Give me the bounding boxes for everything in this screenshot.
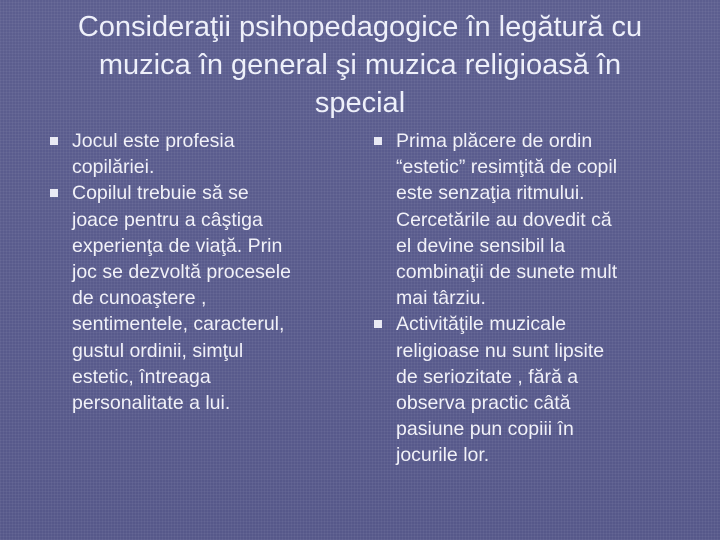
title-line: special	[314, 87, 406, 119]
bullet-text-line: pasiune pun copiii în	[396, 418, 574, 441]
bullet-item	[368, 311, 708, 468]
bullet-text-line: Copilul trebuie să se	[72, 182, 249, 205]
bullet-text-line: copilăriei.	[72, 156, 155, 179]
square-bullet-icon	[50, 137, 58, 145]
bullet-text-line: Prima plăcere de ordin	[396, 130, 593, 152]
bullet-item	[368, 128, 708, 311]
title-line: Consideraţii psihopedagogice în legătură cu	[77, 11, 643, 43]
slide-title	[20, 8, 700, 122]
bullet-text-line: experienţa de viaţă. Prin	[72, 234, 283, 257]
bullet-text-line: de seriozitate , fără a	[396, 365, 579, 388]
bullet-text-line: personalitate a lui.	[72, 392, 231, 415]
bullet-text-line: combinaţii de sunete mult	[396, 261, 618, 284]
bullet-text-line: el devine sensibil la	[396, 234, 566, 257]
bullet-text-line: Cercetările au dovedit că	[396, 208, 612, 231]
bullet-text-line: mai târziu.	[396, 287, 486, 310]
bullet-text-line: Activităţile muzicale	[396, 313, 567, 336]
bullet-text-line: de cunoaştere ,	[72, 287, 207, 310]
square-bullet-icon	[374, 137, 382, 145]
title-line: muzica în general şi muzica religioasă în	[98, 49, 622, 81]
bullet-text-line: joace pentru a câştiga	[72, 208, 263, 231]
bullet-text-line: observa practic câtă	[396, 392, 571, 415]
square-bullet-icon	[374, 320, 382, 328]
right-bullet-list	[368, 128, 708, 469]
bullet-item	[44, 128, 344, 180]
bullet-text-line: jocurile lor.	[396, 444, 490, 467]
bullet-item	[44, 180, 344, 416]
left-bullet-list	[44, 128, 344, 416]
bullet-text-line: joc se dezvoltă procesele	[72, 261, 291, 284]
bullet-text-line: estetic, întreaga	[72, 365, 211, 388]
bullet-text-line: religioase nu sunt lipsite	[396, 339, 605, 362]
bullet-text-line: “estetic” resimţită de copil	[396, 156, 618, 179]
square-bullet-icon	[50, 189, 58, 197]
bullet-text-line: sentimentele, caracterul,	[72, 313, 285, 336]
bullet-text-line: Jocul este profesia	[72, 130, 235, 152]
bullet-text-line: gustul ordinii, simţul	[72, 339, 244, 362]
bullet-text-line: este senzaţia ritmului.	[396, 182, 585, 205]
